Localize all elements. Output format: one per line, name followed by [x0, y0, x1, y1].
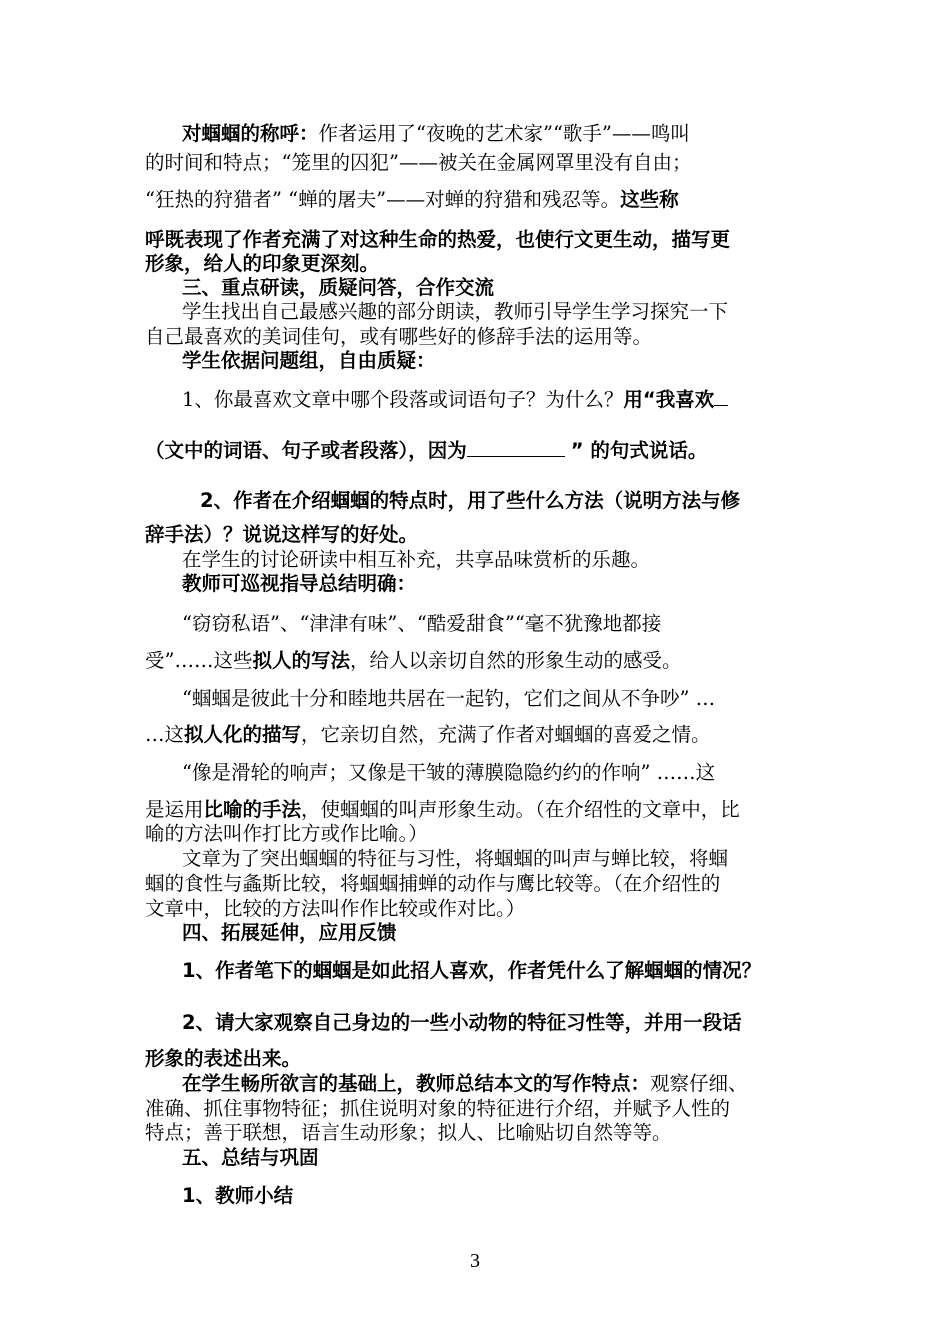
- page-number: 3: [470, 1250, 480, 1272]
- section4-heading: 四、拓展延伸，应用反馈: [182, 921, 397, 944]
- example-3-line-3: 喻的方法叫作打比方或作比喻。）: [145, 822, 428, 845]
- example-2-line-1: “蝈蝈是彼此十分和睦地共居在一起钓，它们之间从不争吵” …: [182, 687, 716, 710]
- section4-question-2-line-2: 形象的表述出来。: [145, 1047, 302, 1070]
- term-label: 对蝈蝈的称呼：: [182, 122, 319, 145]
- section5-heading: 五、总结与巩固: [182, 1146, 319, 1169]
- p1-line-4: 呼既表现了作者充满了对这种生命的热爱，也使行文更生动，描写更: [145, 228, 731, 251]
- section4-question-2-line-1: 2、请大家观察自己身边的一些小动物的特征习性等，并用一段话: [182, 1011, 742, 1034]
- example-3-line-1: “像是滑轮的响声；又像是干皱的薄膜隐隐约约的作响” ……这: [182, 761, 716, 784]
- fill-blank: [467, 438, 565, 457]
- example-1-line-1: “窃窃私语”、“津津有味”、“酷爱甜食”“毫不犹豫地都接: [182, 612, 662, 635]
- example-3-line-2: 是运用比喻的手法，使蝈蝈的叫声形象生动。（在介绍性的文章中，比: [145, 798, 740, 821]
- summary-line-3: 特点；善于联想，语言生动形象；拟人、比喻贴切自然等等。: [145, 1121, 672, 1144]
- section3-para-line-1: 学生找出自己最感兴趣的部分朗读，教师引导学生学习探究一下: [182, 300, 729, 323]
- p1-line-1: 对蝈蝈的称呼：作者运用了“夜晚的艺术家”“歌手”——鸣叫: [182, 122, 690, 145]
- question-1-line-1: 1、你最喜欢文章中哪个段落或词语句子？为什么？用“我喜欢: [182, 387, 728, 412]
- question-2-line-2: 辞手法）？说说这样写的好处。: [145, 523, 419, 546]
- comparison-line-2: 蝈的食性与螽斯比较，将蝈蝈捕蝉的动作与鹰比较等。（在介绍性的: [145, 872, 721, 895]
- summary-line-2: 准确、抓住事物特征；抓住说明对象的特征进行介绍，并赋予人性的: [145, 1097, 731, 1120]
- example-2-line-2: …这拟人化的描写，它亲切自然，充满了作者对蝈蝈的喜爱之情。: [145, 723, 711, 746]
- example-1-line-2: 受”……这些拟人的写法，给人以亲切自然的形象生动的感受。: [145, 649, 682, 672]
- comparison-line-3: 文章中，比较的方法叫作作比较或作对比。）: [145, 897, 526, 920]
- comparison-line-1: 文章为了突出蝈蝈的特征与习性，将蝈蝈的叫声与蝉比较，将蝈: [182, 847, 729, 870]
- fill-blank: [714, 387, 728, 406]
- p1-line-2: 的时间和特点；“笼里的囚犯”——被关在金属网罩里没有自由；: [145, 151, 692, 174]
- p1-line-5: 形象，给人的印象更深刻。: [145, 252, 380, 275]
- section3-para-line-2: 自己最喜欢的美词佳句，或有哪些好的修辞手法的运用等。: [145, 325, 653, 348]
- teacher-summary-heading: 教师可巡视指导总结明确：: [182, 572, 417, 595]
- discussion-line: 在学生的讨论研读中相互补充，共享品味赏析的乐趣。: [182, 548, 651, 571]
- summary-line-1: 在学生畅所欲言的基础上，教师总结本文的写作特点：观察仔细、: [182, 1072, 748, 1095]
- question-2-line-1: 2、作者在介绍蝈蝈的特点时，用了些什么方法（说明方法与修: [200, 489, 741, 512]
- section4-question-1: 1、作者笔下的蝈蝈是如此招人喜欢，作者凭什么了解蝈蝈的情况？: [182, 959, 762, 982]
- section5-item-1: 1、教师小结: [182, 1184, 294, 1207]
- p1-line-3: “狂热的狩猎者” “蝉的屠夫”——对蝉的狩猎和残忍等。这些称: [145, 188, 679, 211]
- question-1-line-2: （文中的词语、句子或者段落），因为 ” 的句式说话。: [145, 439, 708, 462]
- question-group-heading: 学生依据问题组，自由质疑：: [182, 349, 436, 372]
- section3-heading: 三、重点研读，质疑问答，合作交流: [182, 276, 495, 299]
